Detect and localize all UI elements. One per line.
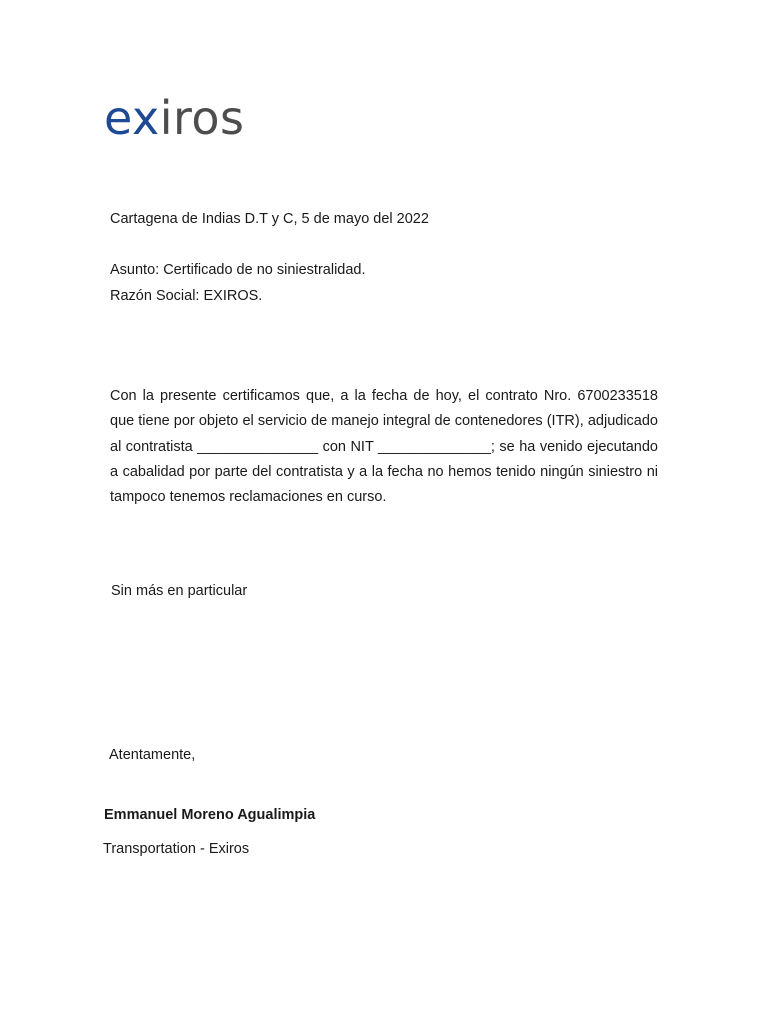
- subject-line: Asunto: Certificado de no siniestralidad.: [110, 262, 366, 278]
- signer-title: Transportation - Exiros: [103, 841, 250, 857]
- logo-part-ex: ex: [104, 91, 160, 145]
- place-date: Cartagena de Indias D.T y C, 5 de mayo del 2022: [110, 211, 429, 227]
- closing-line: Sin más en particular: [111, 583, 248, 599]
- company-logo: [104, 92, 245, 144]
- company-line: Razón Social: EXIROS.: [110, 288, 263, 304]
- signer-name: Emmanuel Moreno Agualimpia: [104, 807, 316, 823]
- logo-part-iros: iros: [159, 91, 245, 145]
- regards-line: Atentamente,: [109, 747, 196, 763]
- body-paragraph: Con la presente certificamos que, a la fecha de hoy, el contrato Nro. 6700233518 que tiene por objeto el servicio de manejo integral de contenedores (ITR), adjudicado al contratista _______________ con NIT ______________; se ha venido ejecutando a cabalidad por parte del contratista y a la fecha no hemos tenido ningún siniestro ni tampoco tenemos reclamaciones en curso.: [110, 388, 658, 506]
